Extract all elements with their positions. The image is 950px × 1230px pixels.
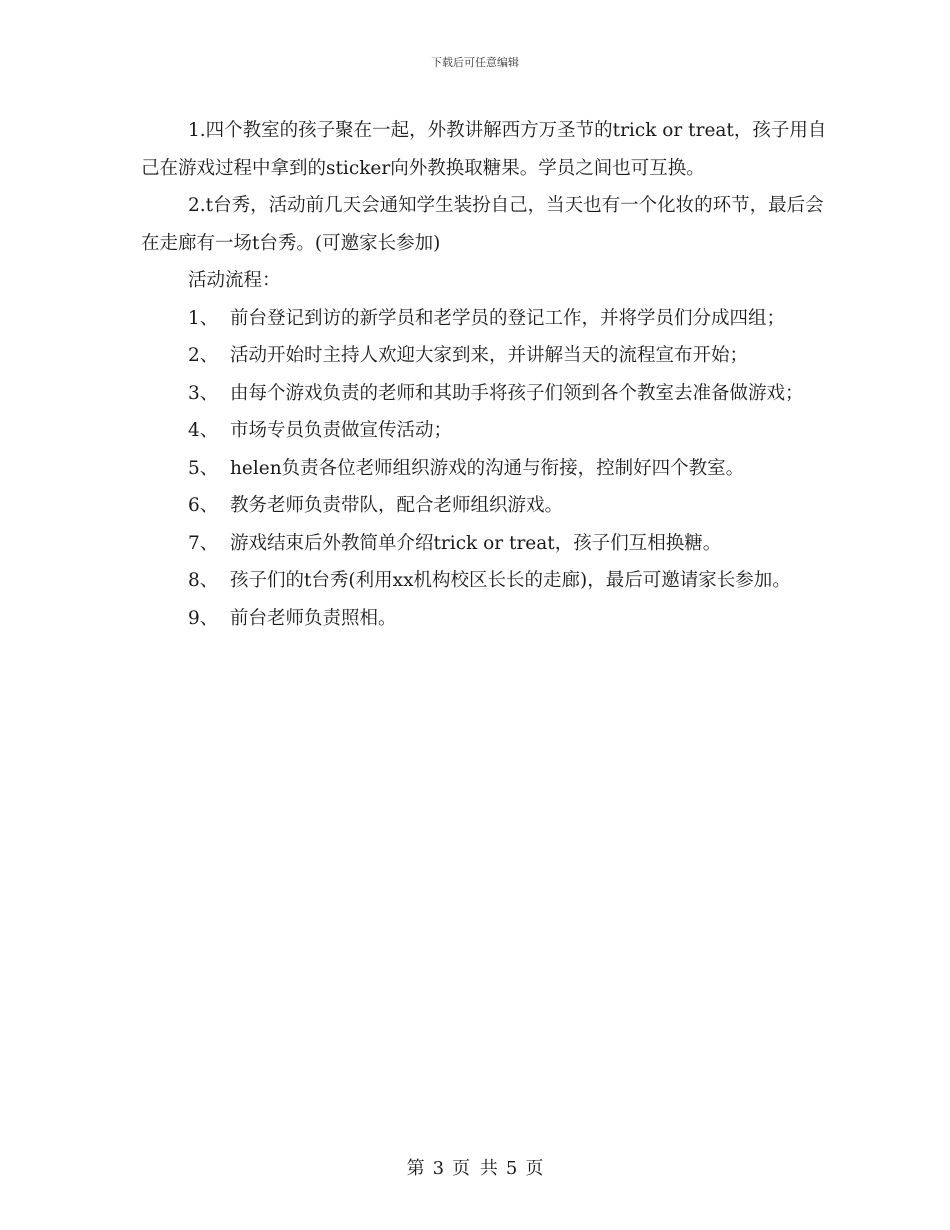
- list-item-number: 8、: [188, 570, 219, 591]
- footer-total-pages: 5: [505, 1158, 518, 1179]
- list-item-text: 活动开始时主持人欢迎大家到来，并讲解当天的流程宣布开始；: [230, 345, 749, 366]
- list-item: [141, 487, 831, 525]
- process-list: [141, 300, 831, 638]
- list-item-number: 5、: [188, 457, 219, 479]
- list-item-number: 7、: [188, 532, 219, 554]
- footer-middle: 页 共: [452, 1158, 498, 1179]
- list-item: [141, 300, 831, 338]
- footer-page-number: 3: [432, 1158, 445, 1179]
- list-item-text: 游戏结束后外教简单介绍trick or treat，孩子们互相换糖。: [230, 532, 722, 554]
- list-item-number: 1、: [188, 307, 219, 329]
- list-item-number: 3、: [188, 382, 219, 404]
- list-item-number: 9、: [188, 607, 219, 629]
- section-title: 活动流程：: [188, 270, 281, 291]
- list-item: [141, 337, 831, 375]
- list-item: [141, 525, 831, 563]
- page-footer: [0, 1154, 950, 1180]
- list-item: [141, 562, 831, 600]
- footer-suffix: 页: [525, 1158, 544, 1179]
- list-item-text: 前台登记到访的新学员和老学员的登记工作，并将学员们分成四组；: [230, 307, 786, 329]
- list-item-text: 由每个游戏负责的老师和其助手将孩子们领到各个教室去准备做游戏；: [230, 382, 804, 404]
- list-item-text: 前台老师负责照相。: [230, 607, 397, 629]
- paragraph-2: 2.t台秀，活动前几天会通知学生装扮自己，当天也有一个化妆的环节，最后会在走廊有一场t台秀。(可邀家长参加): [141, 195, 824, 254]
- list-item-text: 教务老师负责带队，配合老师组织游戏。: [230, 495, 564, 516]
- list-item-number: 6、: [188, 495, 219, 516]
- list-item: [141, 375, 831, 413]
- list-item-text: 市场专员负责做宣传活动；: [230, 420, 453, 441]
- list-item-text: 孩子们的t台秀(利用xx机构校区长长的走廊)，最后可邀请家长参加。: [230, 570, 791, 591]
- document-body: [141, 112, 831, 637]
- list-item-number: 4、: [188, 420, 219, 441]
- list-item-text: helen负责各位老师组织游戏的沟通与衔接，控制好四个教室。: [230, 457, 745, 479]
- list-item: [141, 450, 831, 488]
- list-item: [141, 412, 831, 450]
- paragraph-1: 1.四个教室的孩子聚在一起，外教讲解西方万圣节的trick or treat，孩子用自己在游戏过程中拿到的sticker向外教换取糖果。学员之间也可互换。: [141, 120, 827, 179]
- page-header: 下载后可任意编辑: [431, 56, 519, 69]
- footer-prefix: 第: [406, 1158, 425, 1179]
- list-item: [141, 600, 831, 638]
- list-item-number: 2、: [188, 345, 219, 366]
